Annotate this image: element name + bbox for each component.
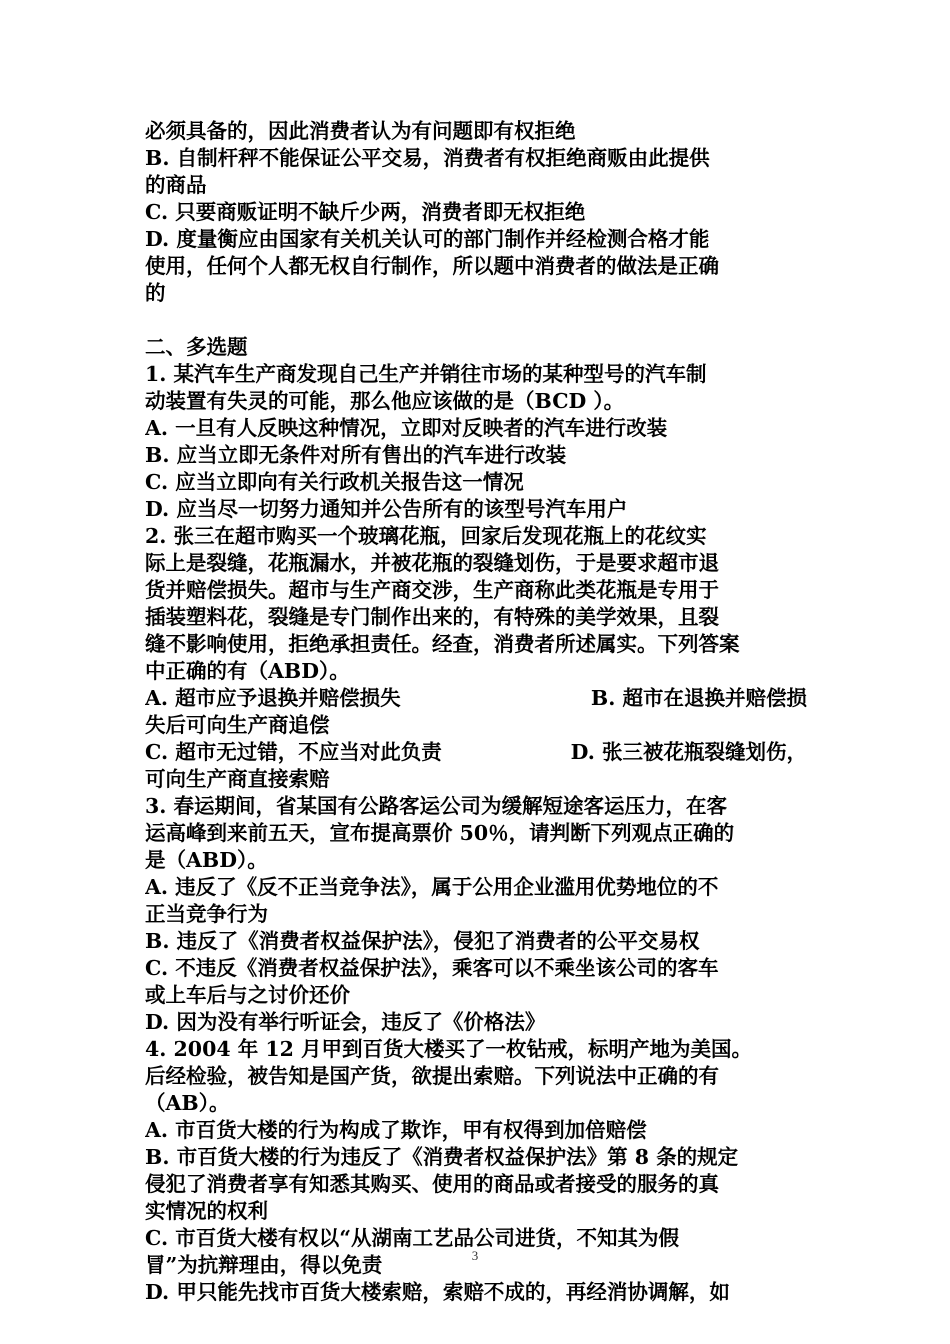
text-line: D. 甲只能先找市百货大楼索赔，索赔不成的，再经消协调解，如: [145, 1280, 730, 1304]
text-line: 的: [145, 281, 166, 305]
document-body: [145, 118, 807, 1306]
text-line: A. 市百货大楼的行为构成了欺诈，甲有权得到加倍赔偿: [145, 1118, 647, 1142]
text-line: 4. 2004 年 12 月甲到百货大楼买了一枚钻戒，标明产地为美国。: [145, 1037, 753, 1061]
text-line: 使用，任何个人都无权自行制作，所以题中消费者的做法是正确: [145, 254, 719, 278]
text-line: （AB）。: [145, 1091, 230, 1115]
text-line: D. 因为没有举行听证会，违反了《价格法》: [145, 1010, 546, 1034]
text-line: A. 违反了《反不正当竞争法》，属于公用企业滥用优势地位的不: [145, 875, 719, 899]
text-line: 或上车后与之讨价还价: [145, 983, 350, 1007]
text-line: 失后可向生产商追偿: [145, 713, 330, 737]
text-line: 是（ABD）。: [145, 848, 268, 872]
text-line: D. 度量衡应由国家有关机关认可的部门制作并经检测合格才能: [145, 227, 710, 251]
text-line: 货并赔偿损失。超市与生产商交涉，生产商称此类花瓶是专用于: [145, 578, 719, 602]
text-line-two-column: [145, 685, 807, 712]
text-line: C. 只要商贩证明不缺斤少两，消费者即无权拒绝: [145, 200, 586, 224]
text-line: 后经检验，被告知是国产货，欲提出索赔。下列说法中正确的有: [145, 1064, 719, 1088]
text-line: 冒”为抗辩理由，得以免责: [145, 1253, 383, 1277]
text-line: 运高峰到来前五天，宣布提高票价 50％，请判断下列观点正确的: [145, 821, 735, 845]
text-line-two-column: [145, 739, 807, 766]
text-line: 插装塑料花，裂缝是专门制作出来的，有特殊的美学效果，且裂: [145, 605, 719, 629]
text-line: A. 一旦有人反映这种情况，立即对反映者的汽车进行改装: [145, 416, 668, 440]
text-line: 动装置有失灵的可能，那么他应该做的是（BCD ）。: [145, 389, 625, 413]
section-heading: 二、多选题: [145, 335, 248, 359]
text-line: C. 不违反《消费者权益保护法》，乘客可以不乘坐该公司的客车: [145, 956, 719, 980]
text-line: D. 应当尽一切努力通知并公告所有的该型号汽车用户: [145, 497, 628, 521]
option-right: B. 超市在退换并赔偿损: [590, 686, 807, 710]
text-line: 必须具备的，因此消费者认为有问题即有权拒绝: [145, 119, 576, 143]
text-line: C. 市百货大楼有权以“从湖南工艺品公司进货，不知其为假: [145, 1226, 680, 1250]
blank-line: [145, 307, 807, 334]
text-line: 缝不影响使用，拒绝承担责任。经查，消费者所述属实。下列答案: [145, 632, 740, 656]
option-right: D. 张三被花瓶裂缝划伤，: [570, 740, 807, 764]
text-line: 正当竞争行为: [145, 902, 268, 926]
text-line: C. 应当立即向有关行政机关报告这一情况: [145, 470, 524, 494]
text-line: B. 应当立即无条件对所有售出的汽车进行改装: [145, 443, 567, 467]
text-line: 实情况的权利: [145, 1199, 268, 1223]
option-left: C. 超市无过错，不应当对此负责: [145, 740, 442, 764]
text-line: 可向生产商直接索赔: [145, 767, 330, 791]
text-line: 1. 某汽车生产商发现自己生产并销往市场的某种型号的汽车制: [145, 362, 707, 386]
page-number: 3: [471, 1248, 479, 1263]
text-line: B. 自制杆秤不能保证公平交易，消费者有权拒绝商贩由此提供: [145, 146, 710, 170]
text-line: 的商品: [145, 173, 207, 197]
text-line: 中正确的有（ABD）。: [145, 659, 350, 683]
option-left: A. 超市应予退换并赔偿损失: [145, 686, 401, 710]
text-line: 侵犯了消费者享有知悉其购买、使用的商品或者接受的服务的真: [145, 1172, 719, 1196]
text-line: B. 违反了《消费者权益保护法》，侵犯了消费者的公平交易权: [145, 929, 700, 953]
text-line: 2. 张三在超市购买一个玻璃花瓶，回家后发现花瓶上的花纹实: [145, 524, 707, 548]
text-line: B. 市百货大楼的行为违反了《消费者权益保护法》第 8 条的规定: [145, 1145, 739, 1169]
text-line: 3. 春运期间，省某国有公路客运公司为缓解短途客运压力，在客: [145, 794, 728, 818]
text-line: 际上是裂缝，花瓶漏水，并被花瓶的裂缝划伤，于是要求超市退: [145, 551, 719, 575]
